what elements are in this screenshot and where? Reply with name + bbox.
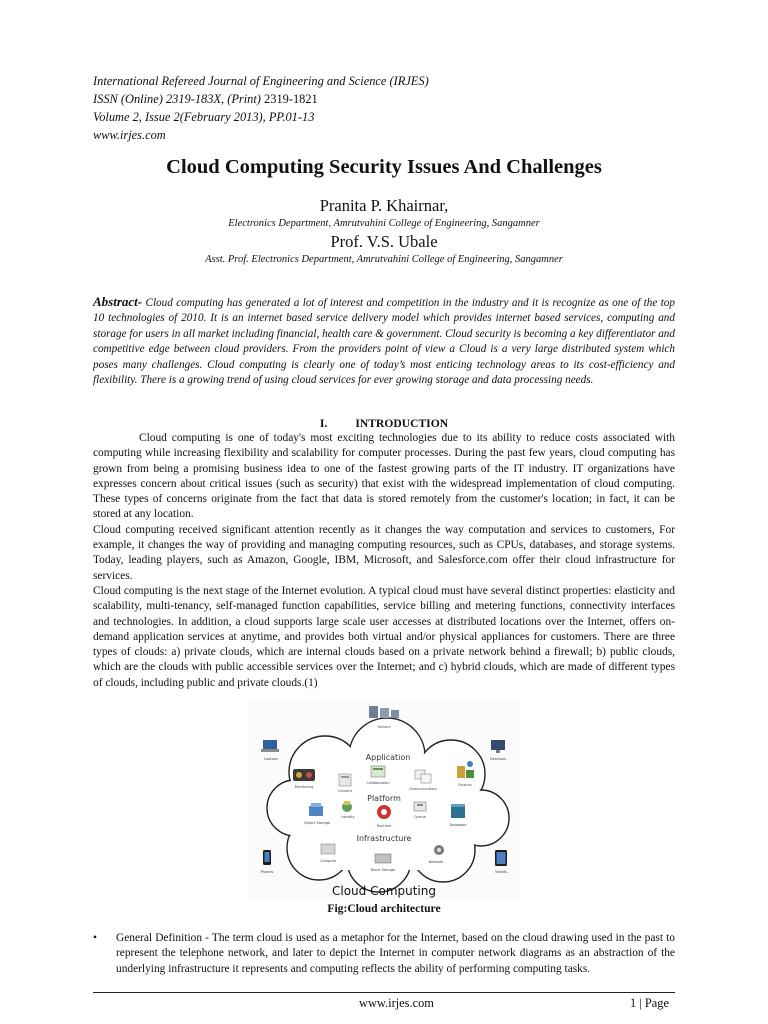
collaboration-icon [371, 766, 385, 777]
inner-label: Runtime [376, 824, 392, 828]
laptop-icon [261, 740, 279, 752]
inner-label: Compute [320, 859, 336, 863]
inner-label: Object Storage [303, 821, 331, 825]
section-body [93, 431, 675, 691]
outer-label: Phones [260, 870, 274, 874]
inner-label: Database [449, 823, 467, 827]
author-affiliation: Electronics Department, Amrutvahini College of Engineering, Sangamner [228, 218, 540, 229]
abstract [93, 294, 675, 388]
bullet-item [93, 931, 675, 977]
inner-label: Communication [409, 787, 437, 791]
object-storage-icon [309, 803, 323, 816]
journal-header [93, 72, 429, 144]
layer-label: Platform [367, 794, 401, 803]
phone-icon [263, 850, 271, 865]
inner-label: Content [338, 789, 352, 793]
journal-url[interactable]: www.irjes.com [93, 128, 166, 142]
tablet-icon [495, 850, 507, 866]
journal-name: International Refereed Journal of Engineering and Science (IRJES) [93, 74, 429, 88]
inner-label: Finance [458, 783, 472, 787]
outer-label: Tablets [494, 870, 508, 874]
page-number: 1 | Page [630, 996, 669, 1010]
section-title: INTRODUCTION [355, 417, 449, 430]
inner-label: Identity [341, 815, 355, 819]
outer-label: Laptops [264, 757, 278, 761]
abstract-text: Cloud computing has generated a lot of interest and competition in the industry and it is recognize as one of the top 10 technologies of 2010. It is an internet based service delivery model which provides internet based services, computing and storage for users in all market including financial, health care & government. Cloud security is becoming a key differentiator and competitive edge between cloud providers. From the providers point of view a Cloud is a very large distributed system which poses many challenges. Cloud computing is clearly one of today’s most enticing technology areas to its cost-efficiency and flexibility. There is a growing trend of using cloud services for ever growing storage and data processing needs. [93, 297, 675, 387]
outer-label: Desktops [489, 757, 507, 761]
paper-title: Cloud Computing Security Issues And Challenges [166, 156, 602, 178]
journal-issn: ISSN (Online) 2319-183X, (Print) 2319-1821 [93, 92, 318, 106]
inner-label: Block Storage [370, 868, 396, 872]
author-name: Prof. V.S. Ubale [330, 232, 438, 251]
author-affiliation: Asst. Prof. Electronics Department, Amrutvahini College of Engineering, Sangamner [205, 254, 563, 265]
monitoring-icon [293, 769, 315, 781]
author-name: Pranita P. Khairnar, [319, 196, 449, 215]
section-heading [0, 417, 768, 430]
outer-label: Servers [377, 725, 391, 729]
section-number: I. [319, 417, 328, 430]
cloud-architecture-figure [247, 700, 521, 900]
footer-divider [93, 992, 675, 993]
compute-icon [321, 844, 335, 854]
figure-caption: Fig:Cloud architecture [327, 902, 441, 915]
diagram-title: Cloud Computing [332, 884, 436, 898]
abstract-label: Abstract- [93, 294, 143, 309]
journal-volume: Volume 2, Issue 2(February 2013), PP.01-13 [93, 110, 315, 124]
database-icon [451, 804, 465, 818]
footer-url[interactable]: www.irjes.com [359, 996, 434, 1010]
bullet-icon: • [93, 932, 97, 944]
network-icon [434, 845, 444, 855]
body-paragraph: Cloud computing is one of today's most exciting technologies due to its ability to reduce costs associated with computing while increasing flexibility and scalability for computer processes. During the past few years, cloud computing has grown from being a promising business idea to one of the fastest growing parts of the IT industry. IT organizations have expresses concern about critical issues (such as security) that exist with the widespread implementation of cloud computing. These types of concerns originate from the fact that data is stored remotely from the customer's location; in fact, it can be stored at any location. [93, 432, 675, 521]
bullet-text: General Definition - The term cloud is used as a metaphor for the Internet, based on the cloud drawing used in the past to represent the telephone network, and later to depict the Internet in computer network diagrams as an abstraction of the underlying infrastructure it represents and computing reflects the ability of performing computing tasks. [116, 932, 675, 975]
queue-icon [414, 802, 426, 811]
runtime-icon [377, 805, 391, 819]
inner-label: Queue [414, 815, 426, 819]
body-paragraph: Cloud computing is the next stage of the Internet evolution. A typical cloud must have several distinct properties: elasticity and scalability, multi-tenancy, self-managed function capabilities, service billing and metering functions, connectivity interfaces and technologies. In addition, a cloud supports large scale user accesses at distributed locations over the Internet, offers on-demand application services at anytime, and provides both virtual and/or physical appliances for customers. There are three types of clouds: a) private clouds, which are internal clouds based on a private network behind a firewall; b) public clouds, which are the clouds with public accessible services over the Internet; and c) hybrid clouds, which are made of different types of clouds, including public and private clouds.(1) [93, 584, 675, 689]
layer-label: Application [365, 753, 411, 762]
inner-label: Monitoring [294, 785, 314, 789]
inner-label: Network [428, 860, 444, 864]
cloud-diagram [247, 700, 521, 900]
content-icon [339, 774, 351, 786]
body-paragraph: Cloud computing received significant attention recently as it changes the way computation and services to customers, For example, it changes the way of providing and managing computing resources, such as CPUs, databases, and storage systems. Today, leading players, such as Amazon, Google, IBM, Microsoft, and Salesforce.com offer their cloud infrastructure for services. [93, 523, 675, 582]
inner-label: Collaboration [366, 781, 390, 785]
layer-label: Infrastructure [356, 834, 412, 843]
block-storage-icon [375, 854, 391, 863]
